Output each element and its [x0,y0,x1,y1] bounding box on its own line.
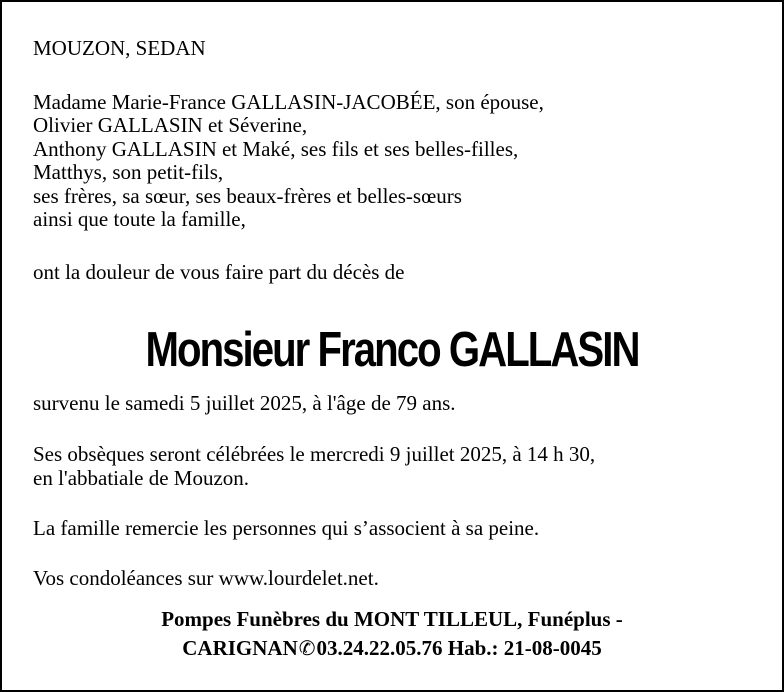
funeral-home-line: Pompes Funèbres du MONT TILLEUL, Funéplus - [161,607,623,631]
family-line: Anthony GALLASIN et Maké, ses fils et ses belles-filles, [33,137,519,161]
deceased-name: Monsieur Franco GALLASIN [145,323,639,377]
funeral-home-city: CARIGNAN [182,636,298,660]
family-line: ainsi que toute la famille, [33,207,246,231]
announcement-text: ont la douleur de vous faire part du décès de [33,260,405,284]
family-line: Matthys, son petit-fils, [33,160,224,184]
family-line: Madame Marie-France GALLASIN-JACOBÉE, son épouse, [33,90,544,114]
condolences-text: Vos condoléances sur www.lourdelet.net. [33,566,379,590]
death-info: survenu le samedi 5 juillet 2025, à l'âge de 79 ans. [33,391,456,415]
funeral-home-contact [2,637,782,662]
thanks-text: La famille remercie les personnes qui s’associent à sa peine. [33,516,540,540]
funeral-line: en l'abbatiale de Mouzon. [33,466,250,490]
family-line: Olivier GALLASIN et Séverine, [33,113,308,137]
funeral-line: Ses obsèques seront célébrées le mercredi 9 juillet 2025, à 14 h 30, [33,442,596,466]
location-header: MOUZON, SEDAN [33,36,206,60]
family-line: ses frères, sa sœur, ses beaux-frères et belles-sœurs [33,184,462,208]
telephone-icon: ✆ [298,638,316,660]
funeral-home-phone: 03.24.22.05.76 Hab.: 21-08-0045 [316,636,602,660]
